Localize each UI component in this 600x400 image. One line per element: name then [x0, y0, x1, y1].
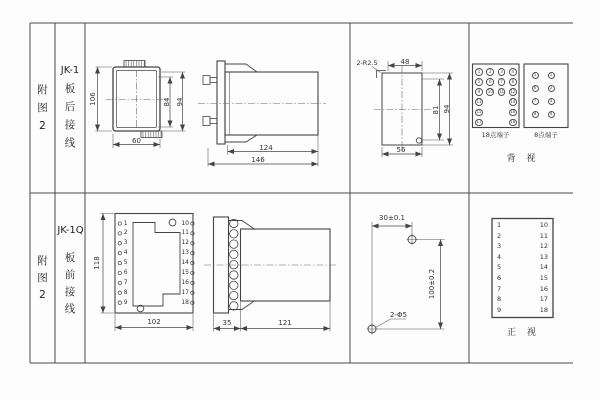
- terminal-number: 4: [497, 252, 502, 261]
- dim-81: 81: [432, 105, 440, 114]
- terminal-circle: 4: [509, 68, 517, 76]
- terminal8-row: [532, 98, 555, 105]
- terminal18-grid: [475, 68, 516, 126]
- dim-30: 30±0.1: [379, 214, 405, 222]
- terminal18-row: [475, 119, 516, 127]
- terminal-number: 8: [123, 288, 128, 296]
- terminal-number: 18: [539, 305, 548, 314]
- terminal-number: 5: [497, 263, 502, 272]
- fig-char: 附: [37, 255, 48, 267]
- terminal18-row: [475, 98, 516, 106]
- fig-char: 图: [37, 102, 48, 114]
- terminal-number: 6: [497, 273, 502, 282]
- terminal-circle: 15: [476, 109, 482, 115]
- terminal-number: 18: [181, 298, 189, 306]
- terminal-circle: 17: [476, 119, 482, 125]
- dim-146: 146: [251, 155, 265, 164]
- fig-char: 图: [37, 272, 48, 284]
- wiring-char: 接: [64, 286, 76, 298]
- dim-100: 100±0.2: [428, 268, 436, 300]
- terminal18-row: [475, 68, 516, 76]
- terminal-number: 14: [539, 263, 548, 272]
- terminal-number: 12: [181, 239, 189, 247]
- terminal-number: 5: [123, 259, 128, 267]
- terminal8-row: [532, 85, 555, 92]
- terminal-number: 11: [181, 229, 189, 237]
- terminal-circle: 6: [532, 85, 539, 92]
- plate-left-numbers: [124, 219, 128, 308]
- wiring-label-row1: [65, 80, 76, 152]
- terminal18-row: [475, 109, 516, 117]
- terminal-number: 9: [497, 305, 502, 314]
- fig-char: 附: [37, 84, 48, 96]
- plate-right-numbers: [177, 219, 189, 308]
- terminal-circle: 12: [510, 89, 516, 95]
- terminal-screws: [230, 219, 238, 310]
- terminal8-label: 8点端子: [534, 131, 558, 139]
- terminal-number: 7: [123, 278, 128, 286]
- terminal-circle: 3: [548, 98, 555, 105]
- case-top-profile: [225, 64, 257, 142]
- terminal-number: 8: [497, 295, 502, 304]
- mounting-bolt-top: [203, 76, 217, 85]
- mounting-hole-top: [169, 219, 176, 226]
- terminal-circle: 6: [486, 78, 494, 86]
- fig-label-row1: [37, 81, 48, 135]
- list-right-numbers: [532, 220, 548, 315]
- terminal-circle: 7: [532, 98, 539, 105]
- dim-124: 124: [259, 143, 273, 152]
- dim-56: 56: [396, 146, 406, 154]
- wiring-label-row2: [65, 250, 76, 318]
- holes-leader: [376, 319, 407, 328]
- terminal-circle: 8: [509, 78, 517, 86]
- terminal-number: 6: [123, 269, 128, 277]
- front-view-label: 正 视: [507, 328, 540, 338]
- extension-lines: [96, 67, 186, 148]
- terminal-number: 9: [123, 298, 128, 306]
- dim-106: 106: [89, 92, 97, 106]
- wiring-char: 接: [64, 119, 76, 131]
- wiring-char: 后: [64, 101, 76, 113]
- fig-char: 2: [39, 120, 46, 132]
- hatch-top: [126, 61, 144, 68]
- terminal-circle: 10: [487, 89, 493, 95]
- terminal-circle: 5: [475, 78, 483, 86]
- terminal-number: 13: [539, 252, 548, 261]
- terminal-circle: 11: [498, 89, 505, 95]
- terminal-number: 15: [539, 273, 548, 282]
- terminal-circle: 4: [548, 111, 555, 118]
- terminal-circle: 3: [498, 68, 506, 76]
- hole-bottom-crosshair: [367, 324, 378, 335]
- fig-label-row2: [37, 253, 48, 304]
- terminal-circle: 18: [510, 119, 516, 125]
- hole-top-crosshair: [407, 234, 418, 245]
- dim-60: 60: [132, 137, 141, 145]
- dim-94-front: 94: [175, 97, 184, 106]
- left-terminal-dots: [118, 222, 121, 305]
- terminal-number: 12: [539, 242, 548, 251]
- fig-char: 2: [39, 289, 46, 301]
- terminal-number: 14: [181, 259, 189, 267]
- terminal18-row: [475, 88, 516, 96]
- terminal-circle: 14: [510, 99, 516, 105]
- model-label-jk1: JK-1: [60, 64, 80, 76]
- terminal-number: 1: [123, 219, 128, 227]
- terminal-circle: 16: [510, 109, 516, 115]
- dim-121: 121: [278, 318, 292, 327]
- terminal-number: 4: [123, 249, 128, 257]
- terminal8-row: [532, 72, 555, 79]
- terminal-circle: 1: [475, 68, 483, 76]
- terminal-number: 11: [539, 231, 548, 240]
- rear-view-label: 背 视: [506, 154, 540, 164]
- dim-102: 102: [147, 317, 161, 326]
- body-stepped-outline: [133, 223, 180, 307]
- wiring-char: 线: [64, 303, 76, 315]
- dim-holes: 2-Φ5: [390, 310, 407, 319]
- terminal-number: 7: [497, 284, 502, 293]
- dim-35: 35: [222, 318, 232, 327]
- terminal-circle: 7: [498, 78, 506, 86]
- hatch-bottom: [143, 131, 161, 138]
- terminal8-row: [532, 111, 555, 118]
- terminal18-label: 18点端子: [481, 131, 510, 139]
- dim-48: 48: [400, 57, 410, 66]
- terminal-number: 16: [539, 284, 548, 293]
- terminal-number: 2: [123, 229, 128, 237]
- wiring-char: 板: [64, 252, 76, 264]
- terminal-circle: 8: [532, 111, 539, 118]
- model-label-jk1q: JK-1Q: [57, 225, 84, 236]
- mounting-bolt-bottom: [203, 117, 217, 126]
- terminal-circle: 13: [476, 99, 482, 105]
- terminal-number: 10: [539, 221, 548, 229]
- wiring-char: 前: [64, 269, 76, 281]
- list-left-numbers: [497, 220, 501, 315]
- extension-lines: [214, 302, 331, 332]
- jk1q-side-view-drawing: [204, 217, 338, 332]
- terminal-number: 1: [497, 221, 502, 229]
- terminal8-grid: [532, 72, 555, 118]
- terminal-number: 16: [181, 278, 189, 286]
- terminal-number: 2: [497, 231, 502, 240]
- terminal-circle: 9: [475, 88, 483, 96]
- dim-corner-radius: 2-R2.5: [356, 58, 378, 67]
- terminal-circle: 5: [532, 72, 539, 79]
- dim-118: 118: [93, 256, 101, 270]
- corner-step: [377, 71, 387, 79]
- panel-cutout-drawing: [372, 61, 453, 157]
- right-terminal-dots: [191, 222, 194, 305]
- flange: [217, 61, 225, 144]
- corner-hole: [416, 138, 421, 143]
- terminal-number: 3: [123, 239, 128, 247]
- terminal-circle: 2: [486, 68, 494, 76]
- terminal-number: 3: [497, 242, 502, 251]
- terminal-number: 17: [181, 288, 189, 296]
- terminal-number: 10: [181, 219, 189, 227]
- dim-84: 84: [163, 97, 171, 107]
- jk1-front-view-drawing: [96, 61, 186, 149]
- wiring-char: 线: [64, 137, 76, 149]
- terminal-number: 17: [539, 295, 548, 304]
- terminal18-row: [475, 78, 516, 86]
- dim-94-cutout: 94: [442, 104, 451, 114]
- terminal-circle: 2: [548, 85, 555, 92]
- wiring-char: 板: [64, 83, 76, 95]
- terminal-circle: 1: [548, 72, 555, 79]
- terminal-number: 13: [181, 249, 189, 257]
- terminal-number: 15: [181, 269, 189, 277]
